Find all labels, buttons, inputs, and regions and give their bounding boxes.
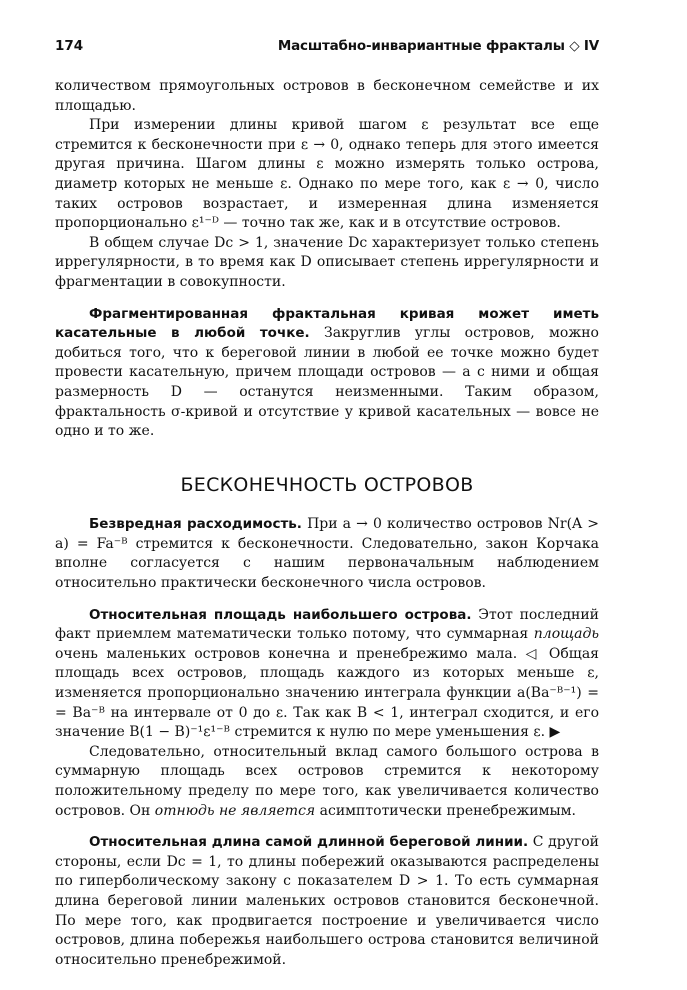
paragraph-contribution-text-a: Следовательно, относительный вклад самого большого острова в суммарную площадь всех островов стремится к некоторому положительному пределу по мере того, как увеличивается количество островов. Он <box>55 743 599 819</box>
runin-heading-coastline: Относительная длина самой длинной береговой линии. <box>89 834 529 851</box>
paragraph-continuation: количеством прямоугольных островов в бесконечном семействе и их площадью. <box>55 78 599 114</box>
section-heading: БЕСКОНЕЧНОСТЬ ОСТРОВОВ <box>180 473 474 496</box>
chapter-title: Масштабно-инвариантные фракталы ◇ IV <box>277 38 599 54</box>
paragraph-coastline-text: С другой стороны, если Dc = 1, то длины побережий оказываются распределены по гиперболическому закону с показателем D > 1. То есть суммарная длина береговой линии маленьких островов становится бесконечной. По мере того, как продвигается построение и увеличивается число островов, длина побережья наибольшего острова становится величиной относительно пренебрежимой. <box>55 834 600 968</box>
emphasis-not-negligible: отнюдь не является <box>154 802 316 819</box>
paragraph-longest-coastline <box>55 833 599 970</box>
paragraph-relative-contribution <box>55 743 599 821</box>
paragraph-divergence-text: При a → 0 количество островов Nr(A > a) = Fa⁻ᴮ стремится к бесконечности. Следовательно, закон Корчака вполне согласуется с нашим первоначальным наблюдением относительно практически бесконечного числа островов. <box>55 516 599 592</box>
runin-heading-divergence: Безвредная расходимость. <box>89 516 302 533</box>
emphasis-area: площадь <box>533 626 599 643</box>
paragraph-largest-island-area <box>55 606 599 743</box>
paragraph-tangents-text: Закруглив углы островов, можно добиться того, что к береговой линии в любой ее точке можно будет провести касательную, причем площади островов — а с ними и общая размерность D — останутся неизменными. Таким образом, фрактальность σ-кривой и отсутствие у кривой касательных — вовсе не одно и то же. <box>55 325 599 440</box>
page-number: 174 <box>55 38 84 54</box>
running-head <box>55 38 599 58</box>
paragraph-tangents <box>55 305 599 442</box>
paragraph-contribution-text-b: асимптотически пренебрежимым. <box>315 802 577 819</box>
paragraph-area-text-a: Этот последний факт приемлем математически только потому, что суммарная <box>55 606 599 643</box>
runin-heading-tangents: Фрагментированная фрактальная кривая может иметь касательные в любой точке. <box>55 305 599 342</box>
paragraph-general-case: В общем случае Dc > 1, значение Dc характеризует только степень иррегулярности, в то время как D описывает степень иррегулярности и фрагментации в совокупности. <box>55 234 599 290</box>
paragraph-harmless-divergence <box>55 515 599 593</box>
paragraph-measuring-length: При измерении длины кривой шагом ε результат все еще стремится к бесконечности при ε → 0, однако теперь для этого имеется другая причина. Шагом длины ε можно измерять только острова, диаметр которых не меньше ε. Однако по мере того, как ε → 0, число таких островов возрастает, и измеренная длина изменяется пропорционально ε¹⁻ᴰ — точно так же, как и в отсутствие островов. <box>55 117 599 232</box>
paragraph-area-text-b: очень маленьких островов конечна и пренебрежимо мала. ◁ Общая площадь всех островов, площадь каждого из которых меньше ε, изменяется пропорционально значению интеграла функции a(Ba⁻ᴮ⁻¹) = = Ba⁻ᴮ на интервале от 0 до ε. Так как B < 1, интеграл сходится, и его значение B(1 − B)⁻¹ε¹⁻ᴮ стремится к нулю по мере уменьшения ε. ▶ <box>55 645 599 741</box>
page-body <box>55 77 599 970</box>
runin-heading-largest-area: Относительная площадь наибольшего острова. <box>89 606 472 623</box>
